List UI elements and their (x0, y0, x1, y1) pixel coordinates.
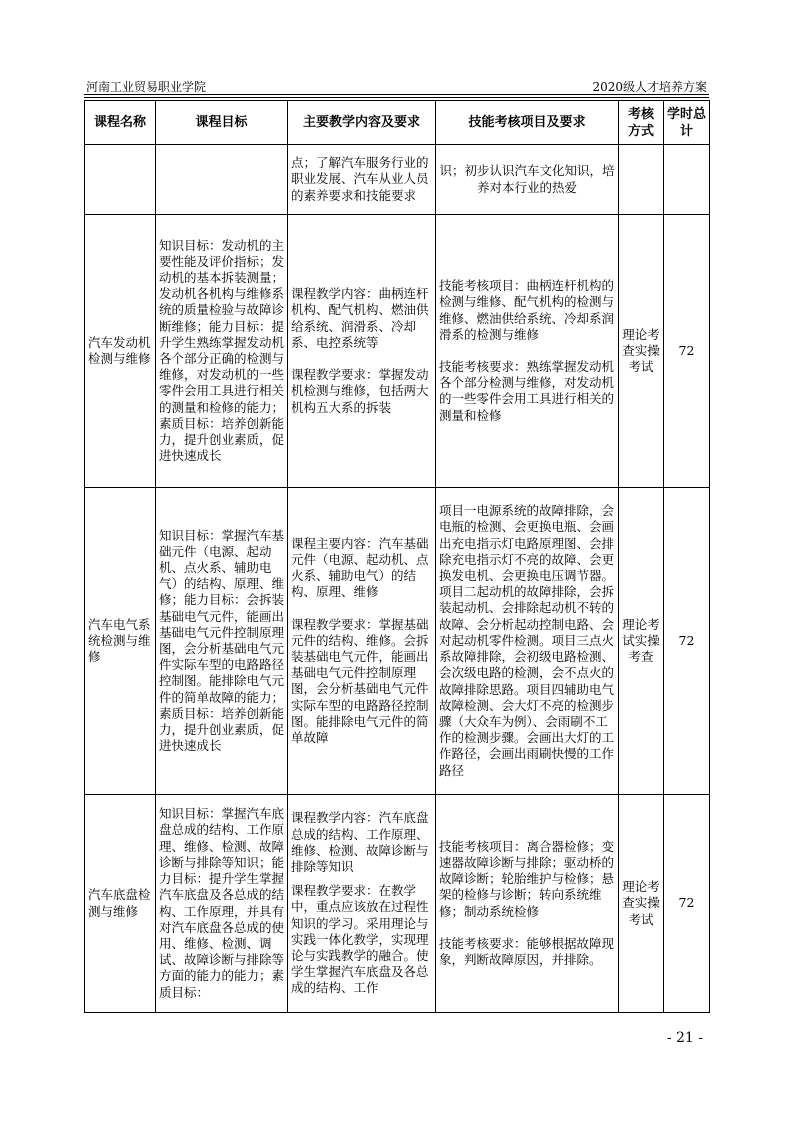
plan-title: 2020级人才培养方案 (592, 80, 707, 94)
table-row (85, 215, 710, 488)
course-name: 汽车电气系统检测与维修 (85, 488, 156, 795)
col-header-skills: 技能考核项目及要求 (436, 101, 619, 145)
table-row (85, 145, 710, 215)
table-row (85, 488, 710, 795)
course-name: 汽车发动机检测与维修 (85, 215, 156, 488)
assessment-method (619, 145, 664, 215)
content-paragraph: 点；了解汽车服务行业的职业发展、汽车从业人员的素养要求和技能要求 (291, 155, 429, 203)
content-paragraph: 课程教学内容：汽车底盘总成的结构、工作原理、维修、检测、故障诊断与排除等知识 (291, 810, 429, 874)
col-header-course-name: 课程名称 (85, 101, 156, 145)
course-content (288, 488, 436, 795)
course-skills (436, 488, 619, 795)
content-paragraph: 课程教学要求：在教学中，重点应该放在过程性知识的学习。采用理论与实践一体化教学，实现理论与实践教学的融合。使学生掌握汽车底盘及各总成的结构、工作 (291, 883, 429, 996)
course-content (288, 215, 436, 488)
course-objective: 知识目标：掌握汽车基础元件（电源、起动机、点火系、辅助电气）的结构、原理、维修；能力目标：会拆装基础电气元件，能画出基础电气元件控制原理图，会分析基础电气元件实际车型的电路路径控制图。能排除电气元件的简单故障的能力；素质目标：培养创新能力，提升创业素质，促进快速成长 (156, 488, 288, 795)
content-paragraph: 课程教学内容：曲柄连杆机构、配气机构、燃油供给系统、润滑系、冷却系、电控系统等 (291, 286, 429, 350)
col-header-method: 考核方式 (619, 101, 664, 145)
total-hours: 72 (664, 488, 710, 795)
col-header-hours: 学时总计 (664, 101, 710, 145)
total-hours: 72 (664, 795, 710, 1013)
skills-paragraph: 技能考核要求：熟练掌握发动机各个部分检测与维修，对发动机的一些零件会用工具进行相关的测量和检修 (439, 359, 615, 423)
course-name: 汽车底盘检测与维修 (85, 795, 156, 1013)
assessment-method: 理论考试实操考查 (619, 488, 664, 795)
assessment-method: 理论考查实操考试 (619, 795, 664, 1013)
content-paragraph: 课程教学要求：掌握基础元件的结构、维修。会拆装基础电气元件，能画出基础电气元件控制原理图，会分析基础电气元件实际车型的电路路径控制图。能排除电气元件的简单故障 (291, 616, 429, 746)
skills-paragraph: 技能考核要求：能够根据故障现象，判断故障原因，并排除。 (439, 935, 615, 967)
skills-paragraph: 项目一电源系统的故障排除，会电瓶的检测、会更换电瓶、会画出充电指示灯电路原理图、会排除充电指示灯不亮的故障、会更换发电机、会更换电压调节器。项目二起动机的故障排除，会拆装起动机、会排除起动机不转的故障、会分析起动控制电路、会对起动机零件检测。项目三点火系故障排除，会初级电路检测、会次级电路的检测，会不点火的故障排除思路。项目四辅助电气故障检测、会大灯不亮的检测步骤（大众车为例）、会雨刷不工作的检测步骤。会画出大灯的工作路径，会画出雨刷快慢的工作路径 (439, 503, 615, 778)
course-objective (156, 145, 288, 215)
course-objective: 知识目标：发动机的主要性能及评价指标；发动机的基本拆装测量；发动机各机构与维修系统的质量检验与故障诊断维修；能力目标：提升学生熟练掌握发动机各个部分正确的检测与维修，对发动机的一些零件会用工具进行相关的测量和检修的能力；素质目标：培养创新能力，提升创业素质，促进快速成长 (156, 215, 288, 488)
table-header-row (85, 101, 710, 145)
total-hours: 72 (664, 215, 710, 488)
total-hours (664, 145, 710, 215)
content-paragraph: 课程主要内容：汽车基础元件（电源、起动机、点火系、辅助电气）的结构、原理、维修 (291, 535, 429, 600)
skills-paragraph: 识；初步认识汽车文化知识，培养对本行业的热爱 (439, 163, 615, 195)
col-header-objective: 课程目标 (156, 101, 288, 145)
skills-paragraph: 技能考核项目：曲柄连杆机构的检测与维修、配气机构的检测与维修、燃油供给系统、冷却系润滑系的检测与维修 (439, 278, 615, 342)
header-rule (84, 94, 709, 95)
col-header-content: 主要教学内容及要求 (288, 101, 436, 145)
course-skills (436, 795, 619, 1013)
course-table (84, 100, 710, 1013)
header-rule (84, 97, 709, 98)
content-paragraph: 课程教学要求：掌握发动机检测与维修，包括两大机构五大系的拆装 (291, 367, 429, 415)
assessment-method: 理论考查实操考试 (619, 215, 664, 488)
course-content (288, 145, 436, 215)
course-skills (436, 215, 619, 488)
course-name (85, 145, 156, 215)
table-row (85, 795, 710, 1013)
page-number: - 21 - (666, 1030, 703, 1046)
course-content (288, 795, 436, 1013)
skills-paragraph: 技能考核项目：离合器检修；变速器故障诊断与排除；驱动桥的故障诊断；轮胎维护与检修；悬架的检修与诊断；转向系统维修；制动系统检修 (439, 838, 615, 919)
course-objective: 知识目标：掌握汽车底盘总成的结构、工作原理、维修、检测、故障诊断与排除等知识；能力目标：提升学生掌握汽车底盘及各总成的结构、工作原理，并具有对汽车底盘各总成的使用、维修、检测、调试、故障诊断与排除等方面的能力的能力；素质目标： (156, 795, 288, 1013)
course-skills (436, 145, 619, 215)
school-name: 河南工业贸易职业学院 (86, 80, 207, 94)
